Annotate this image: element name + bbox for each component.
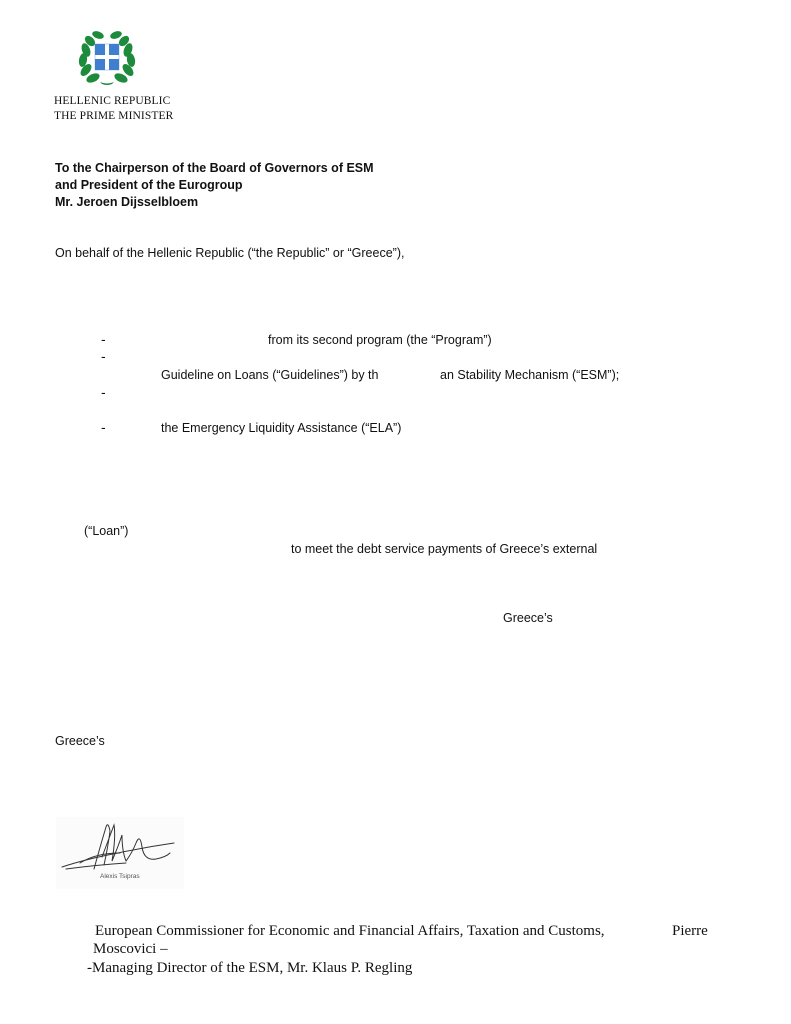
cc-line-2: Moscovici – xyxy=(93,941,168,957)
greeces-fragment-2: Greece’s xyxy=(55,734,105,748)
bullet-dash-2: - xyxy=(101,348,106,364)
bullet-dash-5: - xyxy=(101,419,106,435)
signature-image xyxy=(56,817,184,889)
bullet-text-3b: an Stability Mechanism (“ESM”); xyxy=(440,368,620,382)
loan-term: (“Loan”) xyxy=(84,524,129,538)
cc-line-1-name: Pierre xyxy=(672,923,708,939)
cc-line-3: -Managing Director of the ESM, Mr. Klaus P. Regling xyxy=(87,960,413,976)
bullet-text-5: the Emergency Liquidity Assistance (“ELA”) xyxy=(161,421,402,435)
cc-line-1: European Commissioner for Economic and Financial Affairs, Taxation and Customs, xyxy=(95,923,605,939)
bullet-text-1: from its second program (the “Program”) xyxy=(268,333,492,347)
bullet-dash-1: - xyxy=(101,331,106,347)
greeces-fragment-1: Greece’s xyxy=(503,611,553,625)
header-office: THE PRIME MINISTER xyxy=(54,110,174,122)
signature-caption: Alexis Tsipras xyxy=(100,873,140,880)
header-country: HELLENIC REPUBLIC xyxy=(54,95,171,107)
debt-service-text: to meet the debt service payments of Greece’s external xyxy=(291,542,598,556)
addressee-line-1: To the Chairperson of the Board of Governors of ESM xyxy=(55,161,374,175)
bullet-dash-4: - xyxy=(101,384,106,400)
opening-sentence: On behalf of the Hellenic Republic (“the Republic” or “Greece”), xyxy=(55,246,405,260)
bullet-text-3a: Guideline on Loans (“Guidelines”) by th xyxy=(161,368,379,382)
hellenic-republic-emblem-icon xyxy=(76,28,138,86)
addressee-line-2: and President of the Eurogroup xyxy=(55,178,243,192)
addressee-line-3: Mr. Jeroen Dijsselbloem xyxy=(55,195,199,209)
